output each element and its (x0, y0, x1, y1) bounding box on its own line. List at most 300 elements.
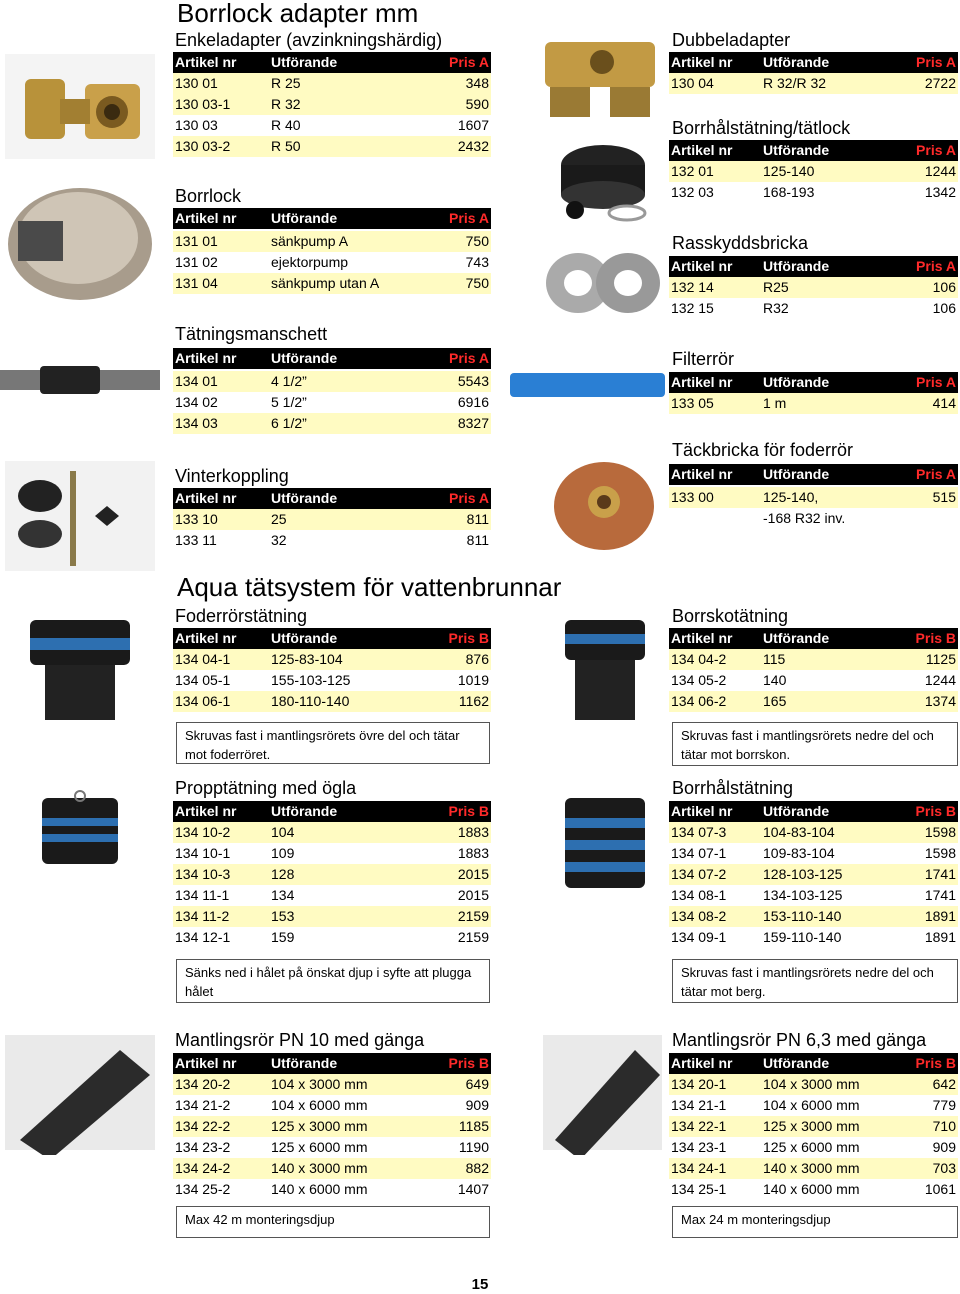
price-cell: 515 (891, 487, 958, 508)
table-row (669, 691, 958, 712)
col-header-pris: Pris B (896, 1053, 958, 1074)
table-header (173, 801, 491, 822)
col-header-utforande: Utförande (269, 801, 419, 822)
artikel-cell: 133 05 (669, 393, 761, 414)
table-row (173, 691, 491, 712)
col-header-pris: Pris B (419, 1053, 491, 1074)
page-title: Borrlock adapter mm (177, 0, 419, 28)
col-header-utforande: Utförande (269, 52, 399, 73)
table-row (669, 487, 958, 508)
table-header (173, 488, 491, 509)
table-row (173, 1116, 491, 1137)
artikel-cell: 134 10-2 (173, 822, 269, 843)
table-header (669, 140, 958, 161)
utforande-cell: 104 x 3000 mm (269, 1074, 419, 1095)
table-row (669, 670, 958, 691)
artikel-cell: 130 03-2 (173, 136, 269, 157)
col-header-utforande: Utförande (761, 256, 891, 277)
borrhalstatning-title: Borrhålstätning (672, 778, 794, 798)
artikel-cell: 131 04 (173, 273, 269, 294)
utforande-cell: 6 1/2” (269, 413, 419, 434)
price-cell: 2432 (399, 136, 491, 157)
foderrorstatning-photo (0, 610, 160, 730)
utforande-cell: sänkpump A (269, 231, 419, 252)
table-header (173, 1053, 491, 1074)
col-header-utforande: Utförande (761, 1053, 896, 1074)
table-header (669, 628, 958, 649)
borrlock-table (173, 208, 491, 294)
utforande-cell: 125 x 3000 mm (761, 1116, 896, 1137)
enkeladapter-table (173, 52, 491, 157)
utforande-cell: 153-110-140 (761, 906, 891, 927)
table-row (669, 885, 958, 906)
utforande-cell: 168-193 (763, 184, 815, 200)
price-cell: 882 (419, 1158, 491, 1179)
price-cell: 811 (466, 532, 489, 548)
artikel-cell: 134 06-2 (669, 691, 761, 712)
utforande-cell: 125 x 3000 mm (269, 1116, 419, 1137)
artikel-cell: 134 25-2 (175, 1181, 231, 1197)
utforande-cell: 115 (761, 649, 891, 670)
utforande-cell: 159 (271, 929, 295, 945)
borrlock-title: Borrlock (175, 186, 242, 206)
table-row (669, 906, 958, 927)
artikel-cell: 134 23-2 (175, 1139, 231, 1155)
price-cell: 1125 (891, 649, 958, 670)
artikel-cell: 130 03 (175, 117, 218, 133)
tatlock-table (669, 140, 958, 203)
mantling63-note: Max 24 m monteringsdjup (672, 1206, 958, 1238)
artikel-cell: 130 04 (669, 73, 761, 94)
mantlingsror-pn63-photo (540, 1030, 665, 1155)
col-header-pris: Pris A (419, 208, 491, 229)
price-cell: 348 (399, 73, 491, 94)
artikel-cell: 133 10 (173, 509, 269, 530)
vinterkoppling-table (173, 488, 491, 551)
col-header-artikel: Artikel nr (173, 488, 269, 509)
col-header-artikel: Artikel nr (669, 52, 761, 73)
utforande-cell: 109-83-104 (763, 845, 835, 861)
price-cell: 1342 (924, 184, 956, 200)
table-row (173, 530, 491, 551)
col-header-artikel: Artikel nr (669, 256, 761, 277)
borrskot-title: Borrskotätning (672, 606, 789, 626)
artikel-cell: 130 01 (173, 73, 269, 94)
artikel-cell: 134 20-1 (669, 1074, 761, 1095)
price-cell: 710 (896, 1116, 958, 1137)
tackbricka-table (669, 464, 958, 529)
rasskyddsbricka-photo (540, 238, 665, 328)
propp-note: Sänks ned i hålet på önskat djup i syfte att plugga hålet (176, 959, 490, 1003)
utforande-cell: 104 x 6000 mm (763, 1097, 860, 1113)
dubbeladapter-table (669, 52, 958, 94)
utforande-cell: R 32/R 32 (761, 73, 891, 94)
table-row (669, 393, 958, 414)
table-row (173, 927, 491, 948)
table-row (669, 1137, 958, 1158)
price-cell: 1883 (419, 822, 491, 843)
utforande-cell: 104 x 6000 mm (271, 1097, 368, 1113)
table-row (173, 273, 491, 294)
page-number: 15 (471, 1276, 489, 1293)
artikel-cell: 134 04-2 (669, 649, 761, 670)
utforande-cell: R 25 (269, 73, 399, 94)
price-cell: 1741 (891, 864, 958, 885)
utforande-cell: R 32 (269, 94, 399, 115)
table-row (173, 73, 491, 94)
col-header-utforande: Utförande (761, 52, 891, 73)
table-row (173, 1179, 491, 1200)
price-cell: 750 (419, 273, 491, 294)
price-cell: 909 (465, 1097, 489, 1113)
table-row (173, 252, 491, 273)
table-header (669, 256, 958, 277)
artikel-cell: 132 15 (671, 300, 714, 316)
utforande-cell: R 40 (271, 117, 301, 133)
artikel-cell: 134 07-1 (671, 845, 727, 861)
col-header-utforande: Utförande (761, 628, 891, 649)
col-header-pris: Pris B (891, 628, 958, 649)
utforande-cell: ejektorpump (271, 254, 349, 270)
col-header-artikel: Artikel nr (669, 140, 761, 161)
mantling10-table (173, 1053, 491, 1200)
utforande-cell: R25 (761, 277, 891, 298)
dubbeladapter-title: Dubbeladapter (672, 30, 791, 50)
artikel-cell: 131 01 (173, 231, 269, 252)
price-cell: 779 (932, 1097, 956, 1113)
artikel-cell: 130 03-1 (173, 94, 269, 115)
borrlock-photo (0, 176, 160, 306)
mantlingsror-pn10-photo (0, 1030, 160, 1155)
utforande-cell: 32 (271, 532, 287, 548)
utforande-cell: 134-103-125 (763, 887, 843, 903)
mantling10-title: Mantlingsrör PN 10 med gänga (175, 1030, 425, 1050)
utforande-cell: 104-83-104 (761, 822, 891, 843)
price-cell (891, 508, 958, 529)
artikel-cell: 133 00 (669, 487, 761, 508)
utforande-cell: 140 x 6000 mm (763, 1181, 860, 1197)
table-row (173, 1095, 491, 1116)
col-header-artikel: Artikel nr (669, 1053, 761, 1074)
table-row (173, 115, 491, 136)
utforande-cell: 125-140 (761, 161, 891, 182)
table-row (669, 864, 958, 885)
table-header (173, 208, 491, 229)
artikel-cell: 134 03 (173, 413, 269, 434)
table-row (669, 1179, 958, 1200)
price-cell: 414 (891, 393, 958, 414)
table-row (173, 670, 491, 691)
col-header-utforande: Utförande (761, 464, 891, 485)
propp-title: Propptätning med ögla (175, 778, 357, 798)
price-cell: 649 (419, 1074, 491, 1095)
artikel-cell: 134 24-1 (669, 1158, 761, 1179)
price-cell: 743 (465, 254, 489, 270)
price-cell: 1891 (891, 906, 958, 927)
mantling63-title: Mantlingsrör PN 6,3 med gänga (672, 1030, 927, 1050)
utforande-cell: 140 x 6000 mm (271, 1181, 368, 1197)
col-header-pris: Pris A (399, 52, 491, 73)
utforande-cell: 128 (269, 864, 419, 885)
col-header-artikel: Artikel nr (669, 372, 761, 393)
artikel-cell: 133 11 (175, 532, 217, 548)
col-header-artikel: Artikel nr (173, 628, 269, 649)
price-cell: 1244 (891, 161, 958, 182)
mantling10-note: Max 42 m monteringsdjup (176, 1206, 490, 1238)
col-header-utforande: Utförande (761, 140, 891, 161)
artikel-cell: 134 07-2 (669, 864, 761, 885)
utforande-cell: 5 1/2” (271, 394, 307, 410)
price-cell: 1741 (924, 887, 956, 903)
borrskot-table (669, 628, 958, 712)
table-header (173, 628, 491, 649)
aqua-section-title: Aqua tätsystem för vattenbrunnar (177, 572, 562, 602)
table-header (669, 801, 958, 822)
table-row (669, 1158, 958, 1179)
utforande-cell: -168 R32 inv. (763, 510, 846, 526)
artikel-cell: 131 02 (175, 254, 218, 270)
table-row (173, 1137, 491, 1158)
table-row (173, 906, 491, 927)
table-header (173, 52, 491, 73)
table-row (669, 822, 958, 843)
table-row (173, 231, 491, 252)
table-row (669, 649, 958, 670)
mantling63-table (669, 1053, 958, 1200)
table-row (173, 885, 491, 906)
foderror-table (173, 628, 491, 712)
artikel-cell (669, 508, 761, 529)
table-row (669, 927, 958, 948)
price-cell: 1374 (891, 691, 958, 712)
artikel-cell: 134 11-2 (173, 906, 269, 927)
filterror-table (669, 372, 958, 414)
vinterkoppling-title: Vinterkoppling (175, 466, 289, 486)
borrhalstatning-note: Skruvas fast i mantlingsrörets nedre del och tätar mot berg. (672, 959, 958, 1003)
price-cell: 2159 (457, 929, 489, 945)
artikel-cell: 134 22-2 (173, 1116, 269, 1137)
table-header (669, 464, 958, 485)
col-header-artikel: Artikel nr (173, 348, 269, 369)
utforande-cell: 25 (269, 509, 419, 530)
price-cell: 703 (896, 1158, 958, 1179)
artikel-cell: 134 21-2 (175, 1097, 231, 1113)
utforande-cell: 104 x 3000 mm (761, 1074, 896, 1095)
col-header-pris: Pris B (419, 801, 491, 822)
artikel-cell: 132 03 (671, 184, 714, 200)
table-row (173, 413, 491, 434)
price-cell: 1891 (924, 929, 956, 945)
artikel-cell: 134 06-1 (173, 691, 269, 712)
artikel-cell: 134 21-1 (671, 1097, 727, 1113)
table-header (669, 1053, 958, 1074)
price-cell: 106 (891, 277, 958, 298)
tatlock-photo (545, 135, 665, 225)
filterror-title: Filterrör (672, 349, 734, 369)
price-cell: 1598 (891, 822, 958, 843)
price-cell: 2722 (891, 73, 958, 94)
col-header-pris: Pris A (891, 464, 958, 485)
table-header (669, 52, 958, 73)
price-cell: 1607 (457, 117, 489, 133)
table-row (173, 136, 491, 157)
price-cell: 1244 (924, 672, 956, 688)
table-row (173, 1074, 491, 1095)
price-cell: 1061 (924, 1181, 956, 1197)
tatningsmanschett-title: Tätningsmanschett (175, 324, 328, 344)
table-row (669, 1116, 958, 1137)
col-header-pris: Pris A (891, 140, 958, 161)
col-header-pris: Pris B (419, 628, 491, 649)
utforande-cell: 180-110-140 (269, 691, 419, 712)
price-cell: 2015 (419, 864, 491, 885)
price-cell: 5543 (419, 371, 491, 392)
price-cell: 590 (399, 94, 491, 115)
artikel-cell: 134 04-1 (173, 649, 269, 670)
utforande-cell: 125-83-104 (269, 649, 419, 670)
artikel-cell: 134 08-2 (669, 906, 761, 927)
artikel-cell: 134 08-1 (671, 887, 727, 903)
col-header-artikel: Artikel nr (173, 801, 269, 822)
col-header-utforande: Utförande (269, 628, 419, 649)
price-cell: 642 (896, 1074, 958, 1095)
filterror-photo (510, 365, 665, 405)
table-row (669, 1074, 958, 1095)
artikel-cell: 132 01 (669, 161, 761, 182)
col-header-artikel: Artikel nr (173, 52, 269, 73)
col-header-pris: Pris A (891, 52, 958, 73)
artikel-cell: 134 12-1 (175, 929, 231, 945)
table-row (173, 371, 491, 392)
utforande-cell: 125 x 6000 mm (763, 1139, 860, 1155)
borrskotatning-photo (545, 610, 665, 730)
utforande-cell: sänkpump utan A (269, 273, 419, 294)
table-row (669, 298, 958, 319)
table-row (669, 508, 958, 529)
utforande-cell: 155-103-125 (271, 672, 351, 688)
price-cell: 811 (419, 509, 491, 530)
artikel-cell: 134 11-1 (175, 887, 230, 903)
artikel-cell: 134 20-2 (173, 1074, 269, 1095)
price-cell: 1407 (457, 1181, 489, 1197)
col-header-pris: Pris B (891, 801, 958, 822)
col-header-utforande: Utförande (269, 1053, 419, 1074)
borrhalstatning-table (669, 801, 958, 948)
foderror-title: Foderrörstätning (175, 606, 308, 626)
utforande-cell: 165 (761, 691, 891, 712)
rasskyddsbricka-table (669, 256, 958, 319)
price-cell: 8327 (419, 413, 491, 434)
col-header-pris: Pris A (419, 488, 491, 509)
table-row (173, 509, 491, 530)
table-row (173, 94, 491, 115)
col-header-artikel: Artikel nr (669, 464, 761, 485)
vinterkoppling-photo (0, 456, 160, 574)
col-header-artikel: Artikel nr (173, 208, 269, 229)
price-cell: 1162 (419, 691, 491, 712)
table-row (173, 843, 491, 864)
price-cell: 876 (419, 649, 491, 670)
artikel-cell: 134 24-2 (173, 1158, 269, 1179)
price-cell: 1019 (457, 672, 489, 688)
artikel-cell: 134 09-1 (671, 929, 727, 945)
col-header-pris: Pris A (419, 348, 491, 369)
col-header-pris: Pris A (891, 256, 958, 277)
borrhalstatning-photo (545, 788, 665, 898)
table-row (669, 843, 958, 864)
artikel-cell: 134 23-1 (671, 1139, 727, 1155)
col-header-pris: Pris A (891, 372, 958, 393)
utforande-cell: 140 (763, 672, 787, 688)
table-row (669, 1095, 958, 1116)
table-row (173, 822, 491, 843)
rasskyddsbricka-title: Rasskyddsbricka (672, 233, 809, 253)
price-cell: 1190 (458, 1139, 489, 1155)
col-header-utforande: Utförande (269, 208, 419, 229)
col-header-artikel: Artikel nr (669, 628, 761, 649)
utforande-cell: 109 (271, 845, 295, 861)
price-cell: 750 (419, 231, 491, 252)
borrskot-note: Skruvas fast i mantlingsrörets nedre del och tätar mot borrskon. (672, 722, 958, 766)
table-row (669, 182, 958, 203)
table-row (173, 864, 491, 885)
table-header (173, 348, 491, 369)
enkeladapter-title: Enkeladapter (avzinkningshärdig) (175, 30, 443, 50)
artikel-cell: 132 14 (669, 277, 761, 298)
utforande-cell: 153 (269, 906, 419, 927)
tackbricka-title: Täckbricka för foderrör (672, 440, 854, 460)
utforande-cell: 140 x 3000 mm (269, 1158, 419, 1179)
col-header-utforande: Utförande (269, 488, 419, 509)
utforande-cell: 134 (271, 887, 295, 903)
price-cell: 2015 (457, 887, 489, 903)
col-header-utforande: Utförande (761, 801, 891, 822)
tatlock-title: Borrhålstätning/tätlock (672, 118, 851, 138)
foderror-note: Skruvas fast i mantlingsrörets övre del och tätar mot foderröret. (176, 722, 490, 764)
price-cell: 2159 (419, 906, 491, 927)
table-row (669, 73, 958, 94)
artikel-cell: 134 05-1 (175, 672, 231, 688)
table-row (669, 277, 958, 298)
utforande-cell: 125-140, (761, 487, 891, 508)
utforande-cell: R32 (763, 300, 789, 316)
price-cell: 1883 (457, 845, 489, 861)
artikel-cell: 134 01 (173, 371, 269, 392)
table-row (669, 161, 958, 182)
col-header-artikel: Artikel nr (173, 1053, 269, 1074)
propptatning-photo (20, 790, 140, 870)
utforande-cell: 104 (269, 822, 419, 843)
col-header-utforande: Utförande (761, 372, 891, 393)
price-cell: 1185 (419, 1116, 491, 1137)
col-header-utforande: Utförande (269, 348, 419, 369)
artikel-cell: 134 05-2 (671, 672, 727, 688)
utforande-cell: 128-103-125 (761, 864, 891, 885)
artikel-cell: 134 25-1 (671, 1181, 727, 1197)
artikel-cell: 134 22-1 (669, 1116, 761, 1137)
table-header (669, 372, 958, 393)
artikel-cell: 134 10-3 (173, 864, 269, 885)
table-row (173, 392, 491, 413)
table-row (173, 1158, 491, 1179)
enkeladapter-photo (0, 44, 160, 164)
dubbeladapter-photo (540, 32, 665, 127)
utforande-cell: R 50 (269, 136, 399, 157)
tatningsmanschett-table (173, 348, 491, 434)
price-cell: 106 (932, 300, 956, 316)
artikel-cell: 134 02 (175, 394, 218, 410)
propp-table (173, 801, 491, 948)
